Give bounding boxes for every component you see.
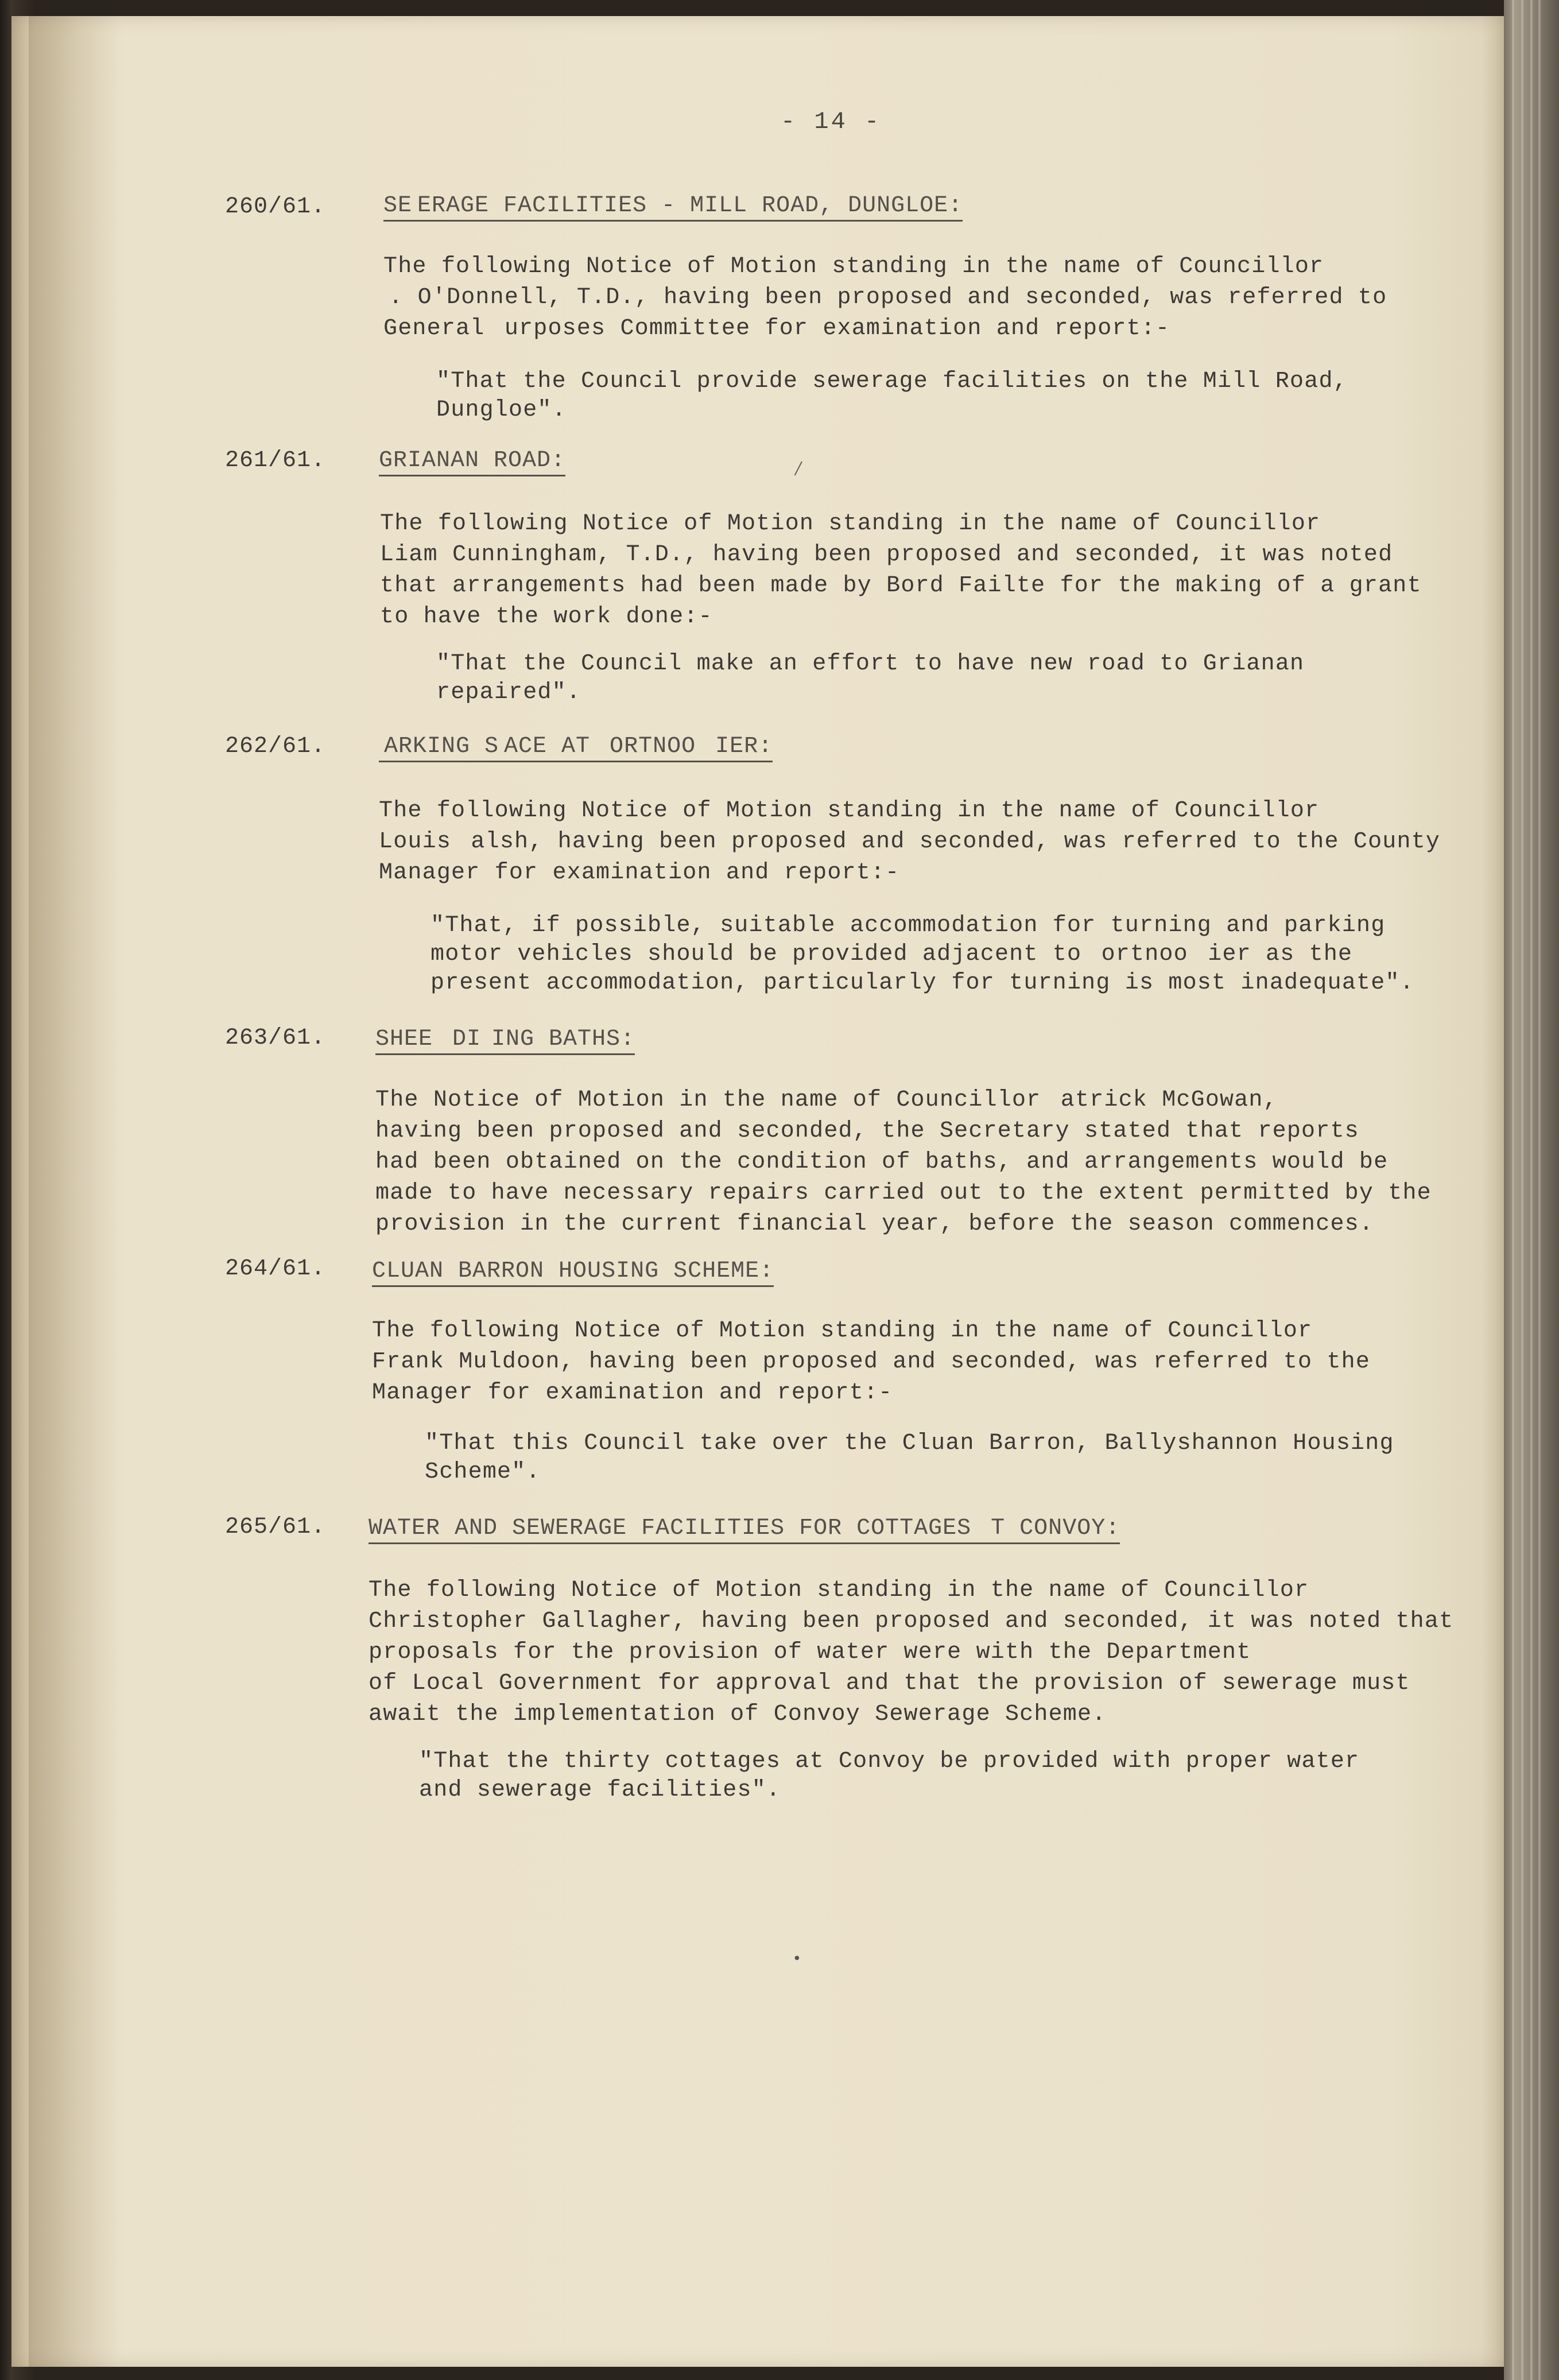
item-paragraph: The Notice of Motion in the name of Councillor atrick McGowan, having been proposed and seconded, the Secretary stated that reports had been obtained on the condition of baths, and arrangements would be made to have necessary repairs carried out to the extent permitted by the provision in the current financial year, before the season commences. [375, 1087, 1432, 1237]
item-quote: "That this Council take over the Cluan Barron, Ballyshannon Housing Scheme". [425, 1431, 1394, 1485]
item-number: 264/61. [225, 1256, 326, 1282]
item-quote: "That the Council make an effort to have new road to Grianan repaired". [436, 651, 1305, 706]
item-paragraph: The following Notice of Motion standing in the name of Councillor Louis alsh, having been proposed and seconded, was referred to the County Manager for examination and report:- [379, 798, 1441, 886]
item-heading: WATER AND SEWERAGE FACILITIES FOR COTTAGES T CONVOY: [369, 1515, 1120, 1544]
page-gutter-shadow [29, 16, 121, 2367]
item-quote: "That the Council provide sewerage facilities on the Mill Road, Dungloe". [436, 369, 1348, 423]
pencil-tick-mark: ⁄ [792, 458, 805, 482]
item-heading: GRIANAN ROAD: [379, 448, 565, 476]
item-quote: "That, if possible, suitable accommodation for turning and parking motor vehicles should be provided adjacent to ortnoo ier as the present accommodation, particularly for turning is most inadequate". [431, 913, 1414, 996]
item-number: 263/61. [225, 1025, 326, 1051]
item-paragraph: The following Notice of Motion standing in the name of Councillor Christopher Gallagher, having been proposed and seconded, it was noted that proposals for the provision of water were with the Department of Local Government for approval and that the provision of sewerage must await the implementation of Convoy Sewerage Scheme. [369, 1577, 1454, 1727]
book-page-edges [1504, 0, 1559, 2380]
item-heading: CLUAN BARRON HOUSING SCHEME: [372, 1258, 774, 1287]
item-paragraph: The following Notice of Motion standing in the name of Councillor Liam Cunningham, T.D., having been proposed and seconded, it was noted that arrangements had been made by Bord Failte for the making of a grant to have the work done:- [380, 511, 1422, 630]
item-heading: SHEE DI ING BATHS: [375, 1026, 635, 1055]
item-heading: ARKING S ACE AT ORTNOO IER: [379, 734, 773, 762]
item-number: 260/61. [225, 194, 326, 220]
item-number: 261/61. [225, 448, 326, 474]
item-number: 265/61. [225, 1514, 326, 1540]
item-number: 262/61. [225, 734, 326, 759]
ink-dot-mark: • [792, 1951, 802, 1968]
page-number: - 14 - [781, 108, 882, 135]
item-heading: SE ERAGE FACILITIES - MILL ROAD, DUNGLOE: [383, 193, 963, 222]
document-page [11, 16, 1504, 2367]
item-paragraph: The following Notice of Motion standing in the name of Councillor Frank Muldoon, having been proposed and seconded, was referred to the Manager for examination and report:- [372, 1318, 1371, 1406]
item-paragraph: The following Notice of Motion standing in the name of Councillor . O'Donnell, T.D., having been proposed and seconded, was referred to General urposes Committee for examination and report:- [383, 254, 1387, 342]
item-quote: "That the thirty cottages at Convoy be provided with proper water and sewerage facilities". [419, 1749, 1360, 1803]
